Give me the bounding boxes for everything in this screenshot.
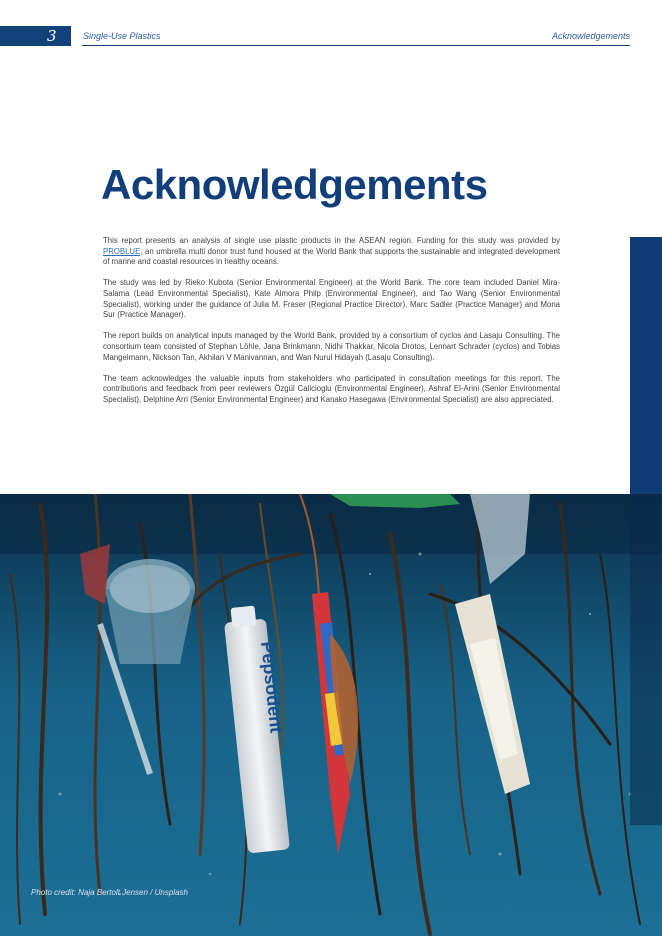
photo-credit: Photo credit: Naja Bertolt Jensen / Unsplash [31,888,188,897]
header-divider [82,45,630,46]
header-section-right: Acknowledgements [551,31,630,41]
toothpaste-brand-label: Pepsodent [257,640,287,734]
header-section-left: Single-Use Plastics [83,31,161,41]
paragraph-consortium: The report builds on analytical inputs managed by the World Bank, provided by a consortium of cyclos and Lasaju Consulting. The consortium team consisted of Stephan Löhle, Jana Brinkmann, Nidhi Thakkar, Nicola Drotos, Lennart Schrader (cyclos) and Tobias Mangelmann, Nickson Tan, Akhilan V Manivannan, and Wan Nurul Hidayah (Lasaju Consulting). [103,331,560,362]
clear-plastic-cup [105,559,195,664]
side-bar-overlay [630,494,662,825]
paragraph-funding [103,236,560,268]
paragraph-reviewers: The team acknowledges the valuable inputs from stakeholders who participated in consultation meetings for this report. The contributions and feedback from peer reviewers Özgül Calicioglu (Environmental Engineer), Ashraf El-Arini (Senior Environmental Specialist), Delphine Arri (Senior Environmental Engineer) and Kanako Hasegawa (Environmental Specialist) are also appreciated. [103,373,560,404]
ocean-plastic-photo [0,494,662,936]
paragraph-funding-text-start: This report presents an analysis of single use plastic products in the ASEAN region. Funding for this study was provided by [103,236,560,245]
acknowledgements-body [103,236,560,416]
problue-link[interactable]: PROBLUE [103,246,141,256]
paragraph-funding-text-end: , an umbrella multi donor trust fund housed at the World Bank that supports the sustainable and integrated development of marine and coastal resources in healthy oceans. [103,246,560,267]
paragraph-team: The study was led by Rieko Kubota (Senior Environmental Engineer) at the World Bank. The core team included Daniel Mira-Salama (Lead Environmental Specialist), Kate Almora Philp (Environmental Engineer), and Tao Wang (Senior Environmental Specialist), working under the guidance of Julia M. Fraser (Regional Practice Director), Marc Sadler (Practice Manager) and Mona Sur (Practice Manager). [103,278,560,320]
page-title: Acknowledgements [101,161,488,208]
page-number: 3 [47,27,57,45]
